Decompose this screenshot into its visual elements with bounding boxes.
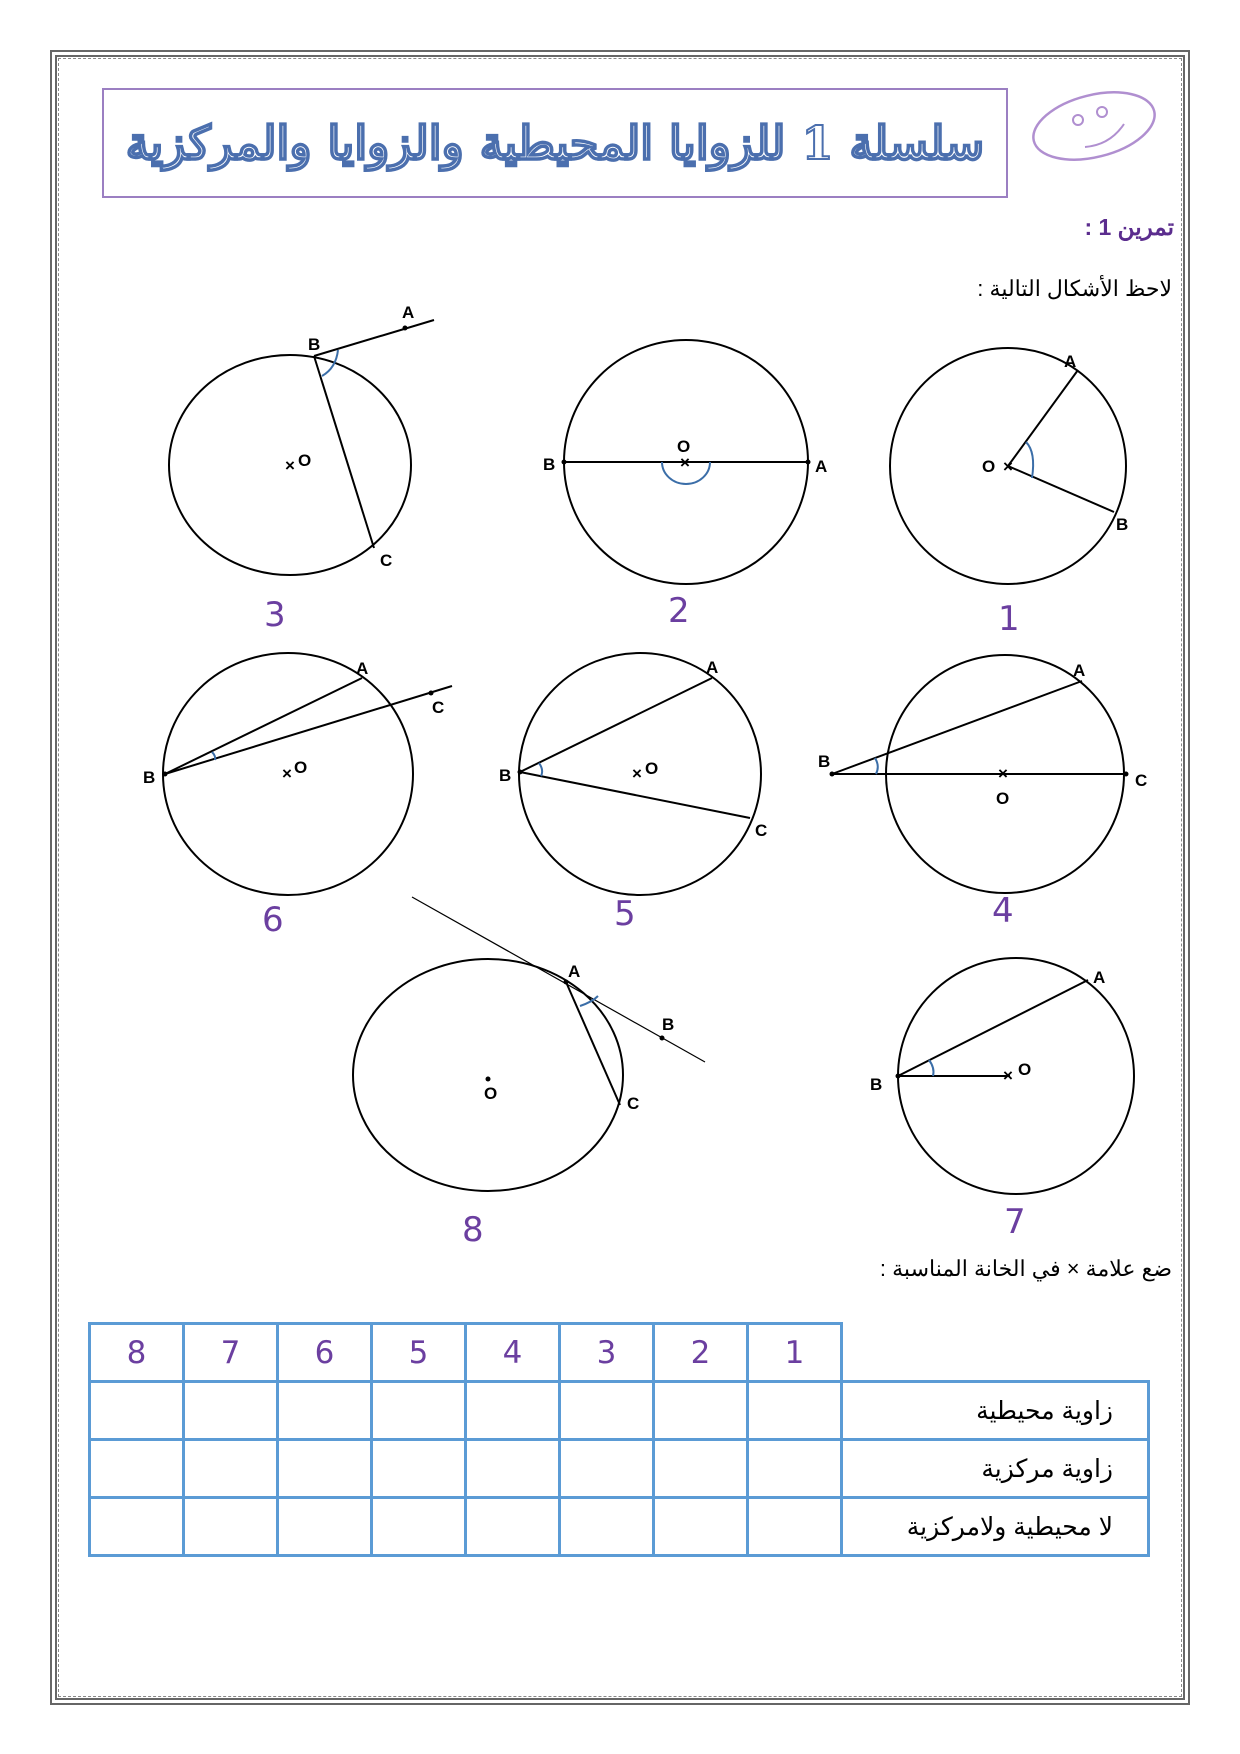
fig4-label-o: O [996, 789, 1010, 808]
figure-2 [543, 340, 827, 631]
table-row [90, 1498, 1149, 1556]
table-cell[interactable] [372, 1382, 466, 1440]
col-header-2: 2 [654, 1324, 748, 1382]
fig8-label-o: O [484, 1084, 498, 1103]
fig2-label-b: B [543, 455, 556, 474]
fig3-number: 3 [264, 595, 286, 635]
table-cell[interactable] [184, 1440, 278, 1498]
fig3-label-o: O [298, 451, 312, 470]
figure-1 [890, 348, 1128, 639]
fig4-label-b: B [818, 752, 831, 771]
fig3-label-c: C [380, 551, 393, 570]
fig6-number: 6 [262, 900, 284, 940]
svg-text:×: × [998, 764, 1008, 783]
figure-3 [169, 303, 434, 635]
table-cell[interactable] [466, 1498, 560, 1556]
table-cell[interactable] [748, 1498, 842, 1556]
figure-6 [143, 653, 452, 940]
fig6-label-c: C [432, 698, 445, 717]
col-header-1: 1 [748, 1324, 842, 1382]
instruction-text: ضع علامة × في الخانة المناسبة : [879, 1256, 1172, 1281]
fig7-label-o: O [1018, 1060, 1032, 1079]
observe-text: لاحظ الأشكال التالية : [977, 276, 1172, 301]
fig1-number: 1 [998, 599, 1020, 639]
fig1-label-o: O [982, 457, 996, 476]
fig7-number: 7 [1004, 1202, 1026, 1242]
figure-4 [818, 655, 1147, 931]
figure-5 [499, 653, 767, 934]
table-cell[interactable] [372, 1440, 466, 1498]
fig2-label-a: A [815, 457, 828, 476]
fig8-label-a: A [568, 962, 581, 981]
fig8-label-c: C [627, 1094, 640, 1113]
row-label-neither: لا محيطية ولامركزية [842, 1498, 1149, 1556]
col-header-3: 3 [560, 1324, 654, 1382]
table-cell[interactable] [654, 1382, 748, 1440]
fig8-label-b: B [662, 1015, 675, 1034]
fig3-label-a: A [402, 303, 415, 322]
table-row [90, 1382, 1149, 1440]
table-cell[interactable] [278, 1498, 372, 1556]
col-header-7: 7 [184, 1324, 278, 1382]
table-cell[interactable] [184, 1498, 278, 1556]
table-cell[interactable] [654, 1440, 748, 1498]
fig7-label-a: A [1093, 968, 1106, 987]
table-cell[interactable] [748, 1440, 842, 1498]
table-cell[interactable] [184, 1382, 278, 1440]
table-cell[interactable] [560, 1440, 654, 1498]
row-label-central: زاوية مركزية [842, 1440, 1149, 1498]
table-cell[interactable] [748, 1382, 842, 1440]
fig6-label-a: A [356, 659, 369, 678]
svg-text:×: × [282, 764, 292, 783]
svg-text:×: × [680, 453, 690, 472]
fig5-label-o: O [645, 759, 659, 778]
fig1-label-b: B [1116, 515, 1129, 534]
table-cell[interactable] [560, 1498, 654, 1556]
figure-7 [870, 958, 1134, 1242]
fig4-label-a: A [1073, 661, 1086, 680]
fig5-label-b: B [499, 766, 512, 785]
exercise-title: تمرين 1 : [1084, 214, 1174, 240]
fig4-number: 4 [992, 891, 1014, 931]
table-cell[interactable] [90, 1440, 184, 1498]
table-cell[interactable] [278, 1440, 372, 1498]
svg-text:×: × [285, 456, 295, 475]
table-row [90, 1440, 1149, 1498]
table-cell[interactable] [372, 1498, 466, 1556]
fig5-label-c: C [755, 821, 768, 840]
svg-text:×: × [1003, 457, 1013, 476]
fig6-label-b: B [143, 768, 156, 787]
table-cell[interactable] [90, 1382, 184, 1440]
fig1-label-a: A [1064, 352, 1077, 371]
fig5-number: 5 [614, 894, 636, 934]
page-title: سلسلة 1 للزوايا المحيطية والزوايا والمركزية [125, 116, 985, 170]
svg-text:×: × [632, 764, 642, 783]
table-header-row [90, 1324, 1149, 1382]
fig8-number: 8 [462, 1210, 484, 1250]
table-corner [842, 1324, 1149, 1382]
table-cell[interactable] [560, 1382, 654, 1440]
figure-8 [353, 897, 705, 1250]
smiley-icon [1026, 81, 1161, 171]
col-header-5: 5 [372, 1324, 466, 1382]
fig3-label-b: B [308, 335, 321, 354]
fig7-label-b: B [870, 1075, 883, 1094]
table-cell[interactable] [90, 1498, 184, 1556]
fig4-label-c: C [1135, 771, 1148, 790]
fig5-label-a: A [706, 658, 719, 677]
answer-table [88, 1322, 1150, 1557]
table-cell[interactable] [466, 1382, 560, 1440]
fig6-label-o: O [294, 758, 308, 777]
table-cell[interactable] [466, 1440, 560, 1498]
table-cell[interactable] [278, 1382, 372, 1440]
col-header-6: 6 [278, 1324, 372, 1382]
col-header-8: 8 [90, 1324, 184, 1382]
fig2-number: 2 [668, 591, 690, 631]
col-header-4: 4 [466, 1324, 560, 1382]
table-cell[interactable] [654, 1498, 748, 1556]
row-label-inscribed: زاوية محيطية [842, 1382, 1149, 1440]
fig2-label-o: O [677, 437, 691, 456]
svg-text:×: × [1003, 1066, 1013, 1085]
